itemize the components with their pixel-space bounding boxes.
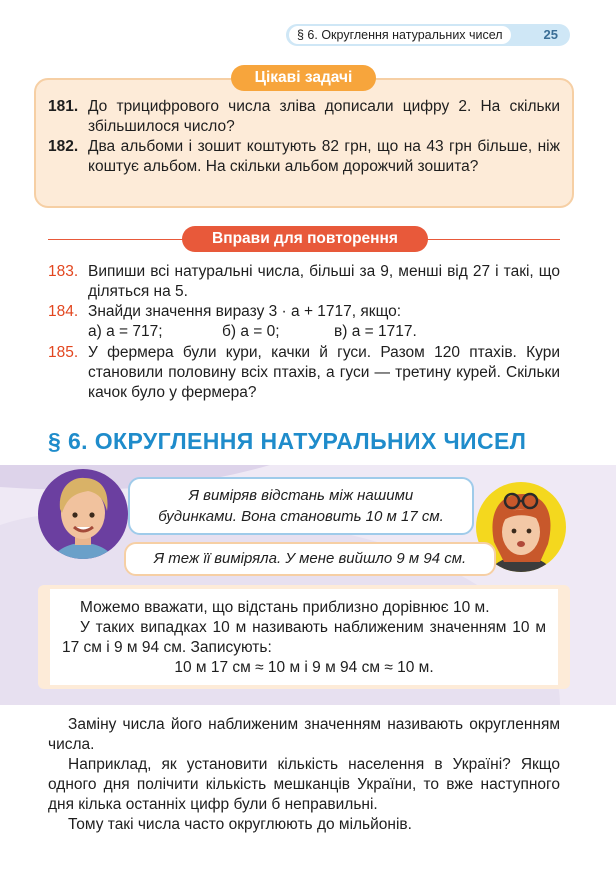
section-title: § 6. ОКРУГЛЕННЯ НАТУРАЛЬНИХ ЧИСЕЛ bbox=[48, 428, 527, 454]
option-c: в) a = 1717. bbox=[334, 323, 417, 340]
task-text: До трицифрового числа зліва дописали цифру 2. На скільки збільшилося число? bbox=[88, 98, 560, 135]
boy-line-1: Я виміряв відстань між нашими bbox=[188, 487, 414, 504]
header-title: § 6. Округлення натуральних чисел bbox=[289, 26, 511, 44]
boy-line-2: будинками. Вона становить 10 м 17 см. bbox=[158, 508, 444, 525]
girl-line: Я теж її виміряла. У мене вийшло 9 м 94 см. bbox=[153, 550, 467, 567]
info-content bbox=[50, 589, 558, 685]
task-number: 182. bbox=[48, 138, 79, 155]
task-options bbox=[88, 322, 560, 342]
info-paragraph-1: Можемо вважати, що відстань приблизно дорівнює 10 м. bbox=[80, 599, 490, 616]
option-a: а) a = 717; bbox=[88, 323, 163, 340]
task-182 bbox=[48, 137, 560, 177]
info-box bbox=[38, 585, 570, 689]
review-label: Вправи для повторення bbox=[182, 226, 428, 252]
task-text: Випиши всі натуральні числа, більші за 9, менші від 27 і такі, що діляться на 5. bbox=[88, 263, 560, 300]
body-paragraph-3: Тому такі числа часто округлюють до мільйонів. bbox=[68, 816, 412, 833]
page-number: 25 bbox=[543, 27, 558, 42]
body-paragraph-2: Наприклад, як установити кількість населення в Україні? Якщо одного дня полічити кількість мешканців України, то вже наступного дня кілька останніх цифр були б неправильні. bbox=[48, 756, 560, 813]
girl-speech-bubble bbox=[124, 542, 496, 576]
task-number: 183. bbox=[48, 263, 79, 280]
task-number: 184. bbox=[48, 303, 79, 320]
section-body bbox=[48, 715, 560, 835]
info-paragraph-2: У таких випадках 10 м називають наближеним значенням 10 м 17 см і 9 м 94 см. Записують: bbox=[62, 619, 546, 656]
task-number: 185. bbox=[48, 344, 79, 361]
task-text: Два альбоми і зошит коштують 82 грн, що на 43 грн більше, ніж коштує альбом. На скільки альбом дорожчий зошита? bbox=[88, 138, 560, 175]
boy-illustration bbox=[38, 469, 128, 559]
task-number: 181. bbox=[48, 98, 79, 115]
task-text: У фермера були кури, качки й гуси. Разом 120 птахів. Кури становили половину всіх птахів, а гуси — третину курей. Скільки качок було у фермера? bbox=[88, 344, 560, 401]
option-b: б) a = 0; bbox=[222, 323, 280, 340]
task-185 bbox=[48, 343, 560, 403]
task-181 bbox=[48, 97, 560, 137]
boy-speech-bubble bbox=[128, 477, 474, 535]
task-184 bbox=[48, 302, 560, 342]
info-formula: 10 м 17 см ≈ 10 м і 9 м 94 см ≈ 10 м. bbox=[174, 659, 434, 676]
body-paragraph-1: Заміну числа його наближеним значенням називають округленням числа. bbox=[48, 716, 560, 753]
task-text: Знайди значення виразу 3 · a + 1717, якщо: bbox=[88, 303, 402, 320]
running-header bbox=[286, 24, 570, 46]
task-183 bbox=[48, 262, 560, 302]
fun-tasks-label: Цікаві задачі bbox=[231, 65, 376, 91]
boy-avatar bbox=[38, 469, 128, 559]
